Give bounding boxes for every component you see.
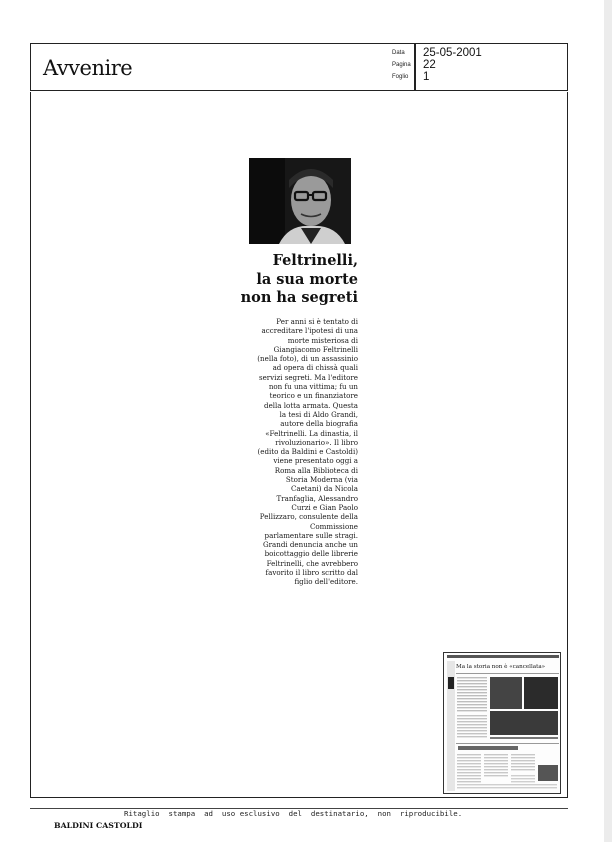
body-line: parlamentare sulle stragi. bbox=[264, 530, 358, 540]
masthead-logo: Avvenire bbox=[43, 56, 133, 80]
date-value: 25-05-2001 bbox=[423, 47, 482, 59]
thumbnail-layout-graphic bbox=[444, 653, 561, 794]
footer-publisher: BALDINI CASTOLDI bbox=[54, 821, 143, 830]
page-value: 22 bbox=[423, 59, 436, 71]
sheet-row bbox=[392, 71, 532, 84]
body-line: autore della biografia bbox=[280, 419, 358, 429]
footer-notice: Ritaglio stampa ad uso esclusivo del destinatario, non riproducibile. bbox=[124, 809, 463, 818]
article-headline bbox=[226, 252, 358, 308]
body-line: ad opera di chissà quali bbox=[272, 363, 358, 373]
body-line: boicottaggio delle librerie bbox=[264, 549, 358, 559]
body-line: Storia Moderna (via bbox=[285, 475, 358, 485]
body-line: Tranfaglia, Alessandro bbox=[276, 493, 358, 503]
scan-edge bbox=[604, 0, 612, 842]
body-line: Curzi e Gian Paolo bbox=[291, 502, 358, 512]
body-line: viene presentato oggi a bbox=[273, 456, 358, 466]
body-line: Roma alla Biblioteca di bbox=[274, 465, 358, 475]
sheet-label: Foglio bbox=[392, 74, 409, 80]
page-thumbnail bbox=[443, 652, 561, 794]
body-line: Per anni si è tentato di bbox=[276, 317, 358, 326]
body-line: della lotta armata. Questa bbox=[264, 400, 358, 410]
body-line: Giangiacomo Feltrinelli bbox=[273, 344, 358, 354]
body-line: non fu una vittima; fu un bbox=[268, 382, 358, 392]
body-line: teorico e un finanziatore bbox=[269, 391, 358, 401]
body-line: (edito da Baldini e Castoldi) bbox=[257, 447, 358, 457]
body-line: rivoluzionario». Il libro bbox=[275, 437, 358, 447]
headline-line: Feltrinelli, bbox=[272, 252, 358, 269]
body-line: «Feltrinelli. La dinastia, il bbox=[265, 428, 358, 438]
body-line: Caetani) da Nicola bbox=[290, 484, 358, 494]
page-label: Pagina bbox=[392, 62, 411, 68]
article-body bbox=[200, 317, 358, 587]
body-line: favorito il libro scritto dal bbox=[265, 568, 358, 578]
date-label: Data bbox=[392, 50, 405, 56]
body-line: Pellizzaro, consulente della bbox=[259, 512, 358, 522]
body-line: Feltrinelli, che avrebbero bbox=[266, 558, 358, 568]
body-line: (nella foto), di un assassinio bbox=[257, 354, 358, 364]
thumbnail-title: Ma la storia non è «cancellata» bbox=[456, 664, 546, 670]
sheet-value: 1 bbox=[423, 71, 430, 83]
headline-line: la sua morte bbox=[256, 270, 358, 288]
body-line: figlio dell'editore. bbox=[294, 577, 358, 587]
body-line: accreditare l'ipotesi di una bbox=[261, 326, 358, 336]
headline-line: non ha segreti bbox=[240, 289, 358, 306]
body-line: morte misteriosa di bbox=[287, 335, 358, 345]
portrait-photo bbox=[249, 158, 351, 244]
body-line: la tesi di Aldo Grandi, bbox=[279, 409, 358, 419]
body-line: Grandi denuncia anche un bbox=[262, 540, 358, 550]
body-line: servizi segreti. Ma l'editore bbox=[258, 372, 358, 382]
body-line: Commissione bbox=[309, 521, 358, 531]
